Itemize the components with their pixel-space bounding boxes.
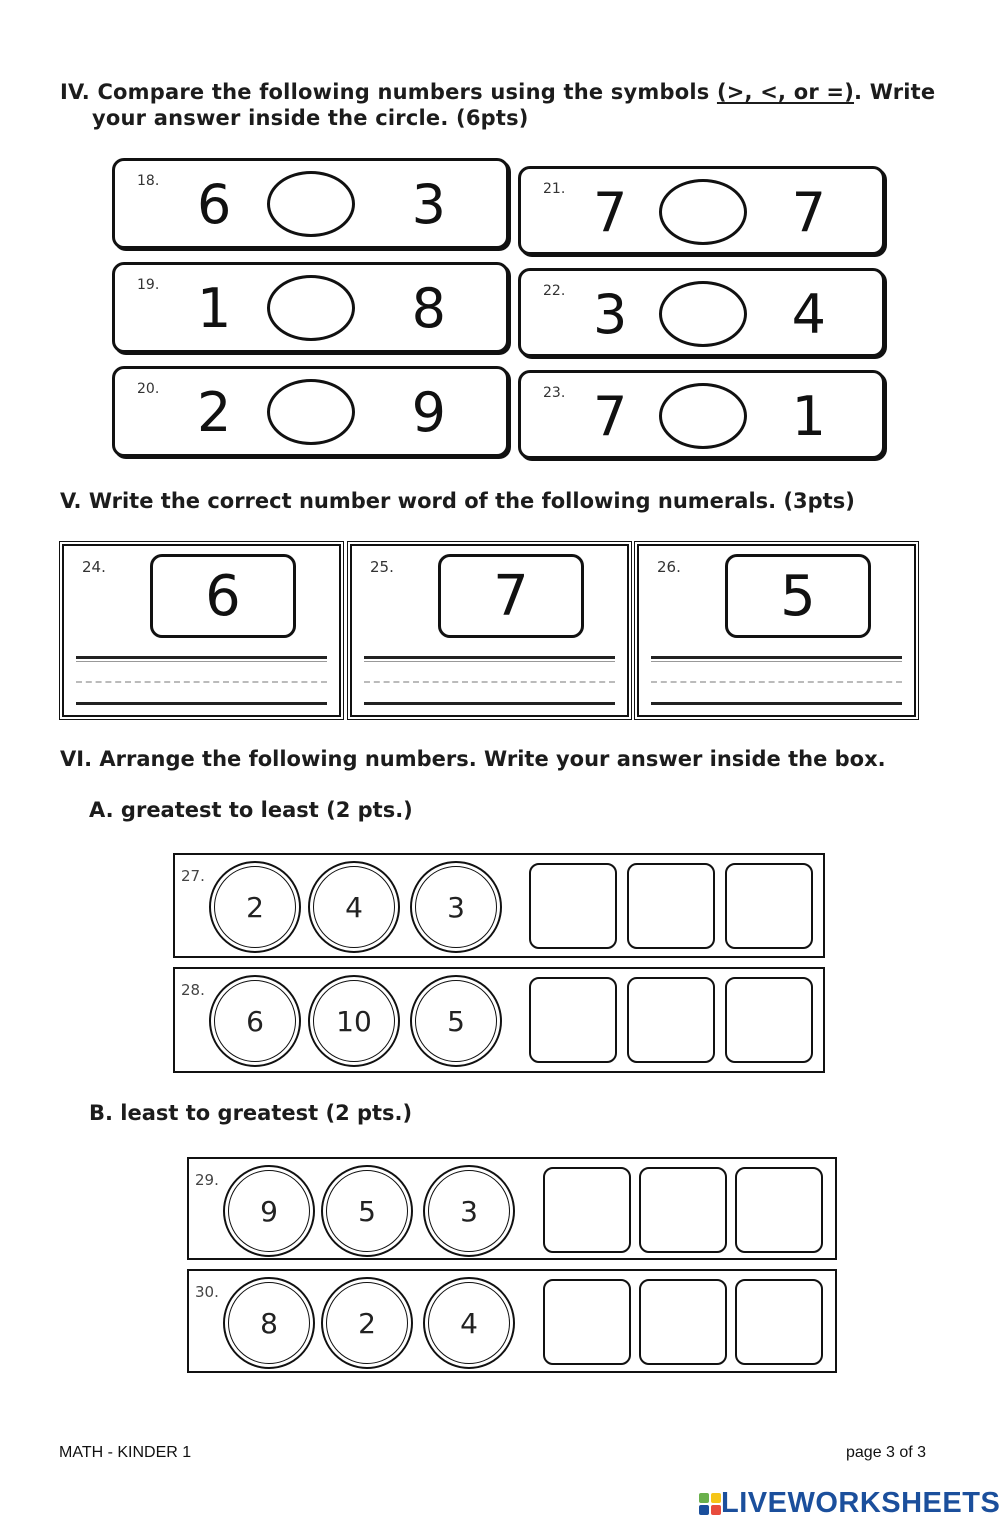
- writing-line-top-inner: [76, 661, 327, 662]
- right-number: 9: [411, 381, 446, 444]
- answer-box[interactable]: [735, 1167, 823, 1253]
- number-word-item-26: [637, 544, 916, 717]
- item-number: 28.: [181, 981, 205, 999]
- number-ball: 8: [223, 1277, 315, 1369]
- answer-box[interactable]: [639, 1279, 727, 1365]
- compare-item-20: [112, 366, 509, 457]
- section-4-heading: [60, 80, 960, 104]
- answer-box[interactable]: [735, 1279, 823, 1365]
- footer-subject: MATH - KINDER 1: [59, 1444, 192, 1461]
- section-6-heading: VI. Arrange the following numbers. Write your answer inside the box.: [60, 747, 886, 771]
- answer-box[interactable]: [627, 863, 715, 949]
- arrange-row-28: [173, 967, 825, 1073]
- arrange-row-27: [173, 853, 825, 958]
- section-4-heading-text: IV. Compare the following numbers using the symbols: [60, 80, 717, 104]
- section-4-heading-tail: . Write: [854, 80, 936, 104]
- numeral-box: 5: [725, 554, 871, 638]
- item-number: 25.: [370, 558, 394, 576]
- number-word-item-24: [62, 544, 341, 717]
- left-number: 7: [593, 181, 628, 244]
- liveworksheets-logo[interactable]: LIVEWORKSHEETS: [721, 1487, 1000, 1519]
- answer-circle[interactable]: [659, 383, 747, 449]
- item-number: 27.: [181, 867, 205, 885]
- writing-line-top: [651, 656, 902, 659]
- section-4-heading-line2: your answer inside the circle. (6pts): [92, 106, 529, 130]
- right-number: 1: [791, 385, 826, 448]
- arrange-row-30: [187, 1269, 837, 1373]
- answer-circle[interactable]: [267, 171, 355, 237]
- item-number: 19.: [137, 277, 160, 293]
- answer-box[interactable]: [543, 1279, 631, 1365]
- compare-item-21: [518, 166, 885, 255]
- number-ball: 10: [308, 975, 400, 1067]
- item-number: 24.: [82, 558, 106, 576]
- right-number: 4: [791, 283, 826, 346]
- number-ball: 5: [410, 975, 502, 1067]
- writing-line-bottom: [651, 702, 902, 705]
- writing-line-bottom: [364, 702, 615, 705]
- number-ball: 4: [308, 861, 400, 953]
- numeral-box: 6: [150, 554, 296, 638]
- writing-line-top: [76, 656, 327, 659]
- item-number: 18.: [137, 173, 160, 189]
- numeral-box: 7: [438, 554, 584, 638]
- answer-circle[interactable]: [659, 179, 747, 245]
- footer-page-number: page 3 of 3: [846, 1444, 927, 1461]
- writing-line-dashed[interactable]: [76, 681, 327, 683]
- item-number: 21.: [543, 181, 566, 197]
- writing-line-bottom: [76, 702, 327, 705]
- compare-item-19: [112, 262, 509, 353]
- part-a-label: A. greatest to least (2 pts.): [89, 798, 413, 822]
- answer-box[interactable]: [639, 1167, 727, 1253]
- compare-item-18: [112, 158, 509, 249]
- answer-box[interactable]: [543, 1167, 631, 1253]
- number-ball: 6: [209, 975, 301, 1067]
- item-number: 23.: [543, 385, 566, 401]
- answer-box[interactable]: [725, 863, 813, 949]
- number-ball: 3: [423, 1165, 515, 1257]
- compare-item-22: [518, 268, 885, 357]
- item-number: 29.: [195, 1171, 219, 1189]
- right-number: 7: [791, 181, 826, 244]
- part-b-label: B. least to greatest (2 pts.): [89, 1101, 413, 1125]
- answer-box[interactable]: [529, 977, 617, 1063]
- compare-item-23: [518, 370, 885, 459]
- left-number: 2: [197, 381, 232, 444]
- liveworksheets-logo-icon: [699, 1493, 721, 1515]
- writing-line-top-inner: [651, 661, 902, 662]
- number-ball: 5: [321, 1165, 413, 1257]
- answer-box[interactable]: [627, 977, 715, 1063]
- number-word-item-25: [350, 544, 629, 717]
- writing-line-top: [364, 656, 615, 659]
- section-5-heading: V. Write the correct number word of the following numerals. (3pts): [60, 489, 855, 513]
- answer-circle[interactable]: [267, 379, 355, 445]
- left-number: 7: [593, 385, 628, 448]
- answer-circle[interactable]: [659, 281, 747, 347]
- number-ball: 2: [321, 1277, 413, 1369]
- answer-circle[interactable]: [267, 275, 355, 341]
- writing-line-dashed[interactable]: [364, 681, 615, 683]
- right-number: 8: [411, 277, 446, 340]
- number-ball: 4: [423, 1277, 515, 1369]
- number-ball: 9: [223, 1165, 315, 1257]
- answer-box[interactable]: [529, 863, 617, 949]
- item-number: 20.: [137, 381, 160, 397]
- right-number: 3: [411, 173, 446, 236]
- left-number: 3: [593, 283, 628, 346]
- number-ball: 2: [209, 861, 301, 953]
- number-ball: 3: [410, 861, 502, 953]
- left-number: 1: [197, 277, 232, 340]
- writing-line-top-inner: [364, 661, 615, 662]
- symbols-list: (>, <, or =): [716, 80, 855, 104]
- item-number: 22.: [543, 283, 566, 299]
- item-number: 30.: [195, 1283, 219, 1301]
- writing-line-dashed[interactable]: [651, 681, 902, 683]
- item-number: 26.: [657, 558, 681, 576]
- answer-box[interactable]: [725, 977, 813, 1063]
- arrange-row-29: [187, 1157, 837, 1260]
- left-number: 6: [197, 173, 232, 236]
